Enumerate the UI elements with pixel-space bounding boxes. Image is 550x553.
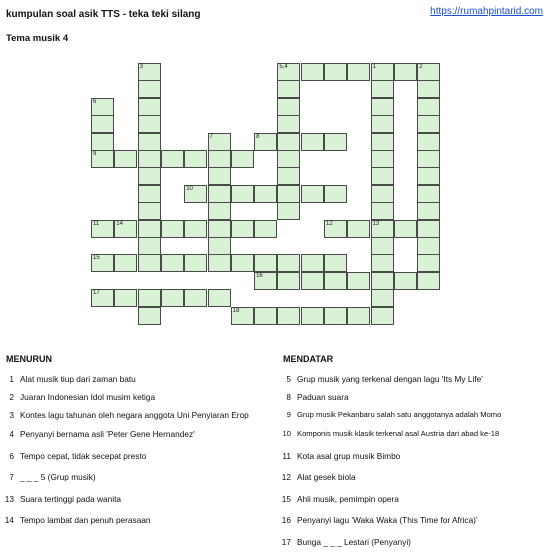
crossword-cell[interactable] — [417, 237, 440, 255]
down-clue: 6 Tempo cepat, tidak secepat presto — [9, 451, 147, 461]
cell-number: 11 — [93, 220, 100, 227]
crossword-cell[interactable] — [417, 98, 440, 116]
crossword-cell[interactable] — [277, 167, 300, 185]
puzzle-subtitle: Tema musik 4 — [6, 33, 69, 44]
crossword-cell[interactable] — [324, 272, 347, 290]
crossword-cell[interactable] — [417, 220, 440, 238]
crossword-cell[interactable] — [277, 150, 300, 168]
across-clue: 5 Grup musik yang terkenal dengan lagu 'Its My Life' — [286, 374, 483, 384]
cell-number: 16 — [256, 272, 263, 279]
crossword-cell[interactable] — [371, 98, 394, 116]
across-clue: 12 Alat gesek biola — [281, 472, 356, 482]
crossword-cell[interactable] — [138, 98, 161, 116]
crossword-cell[interactable] — [138, 185, 161, 203]
down-clue: 3 Kontes lagu tahunan oleh negara anggota Uni Penyiaran Erop — [9, 410, 249, 420]
crossword-cell[interactable] — [417, 254, 440, 272]
crossword-cell[interactable] — [138, 237, 161, 255]
cell-number: 6 — [93, 98, 97, 105]
crossword-cell[interactable] — [161, 254, 184, 272]
crossword-cell[interactable] — [324, 133, 347, 151]
down-clue: 7 _ _ _ 5 (Grup musik) — [9, 472, 96, 482]
crossword-cell[interactable] — [184, 254, 207, 272]
crossword-cell[interactable] — [324, 307, 347, 325]
crossword-cell[interactable] — [301, 185, 324, 203]
cell-number: 10 — [186, 185, 193, 192]
crossword-cell[interactable] — [417, 167, 440, 185]
crossword-cell[interactable] — [371, 133, 394, 151]
cell-number: 7 — [209, 133, 213, 140]
crossword-cell[interactable] — [208, 202, 231, 220]
crossword-cell[interactable] — [114, 289, 137, 307]
crossword-cell[interactable] — [231, 220, 254, 238]
cell-number: 9 — [93, 151, 97, 157]
crossword-cell[interactable] — [301, 254, 324, 272]
crossword-cell[interactable] — [277, 133, 300, 151]
down-clue: 14 Tempo lambat dan penuh perasaan — [4, 515, 151, 525]
crossword-cell[interactable] — [138, 133, 161, 151]
cell-number: 12 — [326, 220, 333, 227]
crossword-cell[interactable] — [417, 80, 440, 98]
across-clue: 9 Grup musik Pekanbaru salah satu anggotanya adalah Momo — [286, 410, 502, 419]
crossword-cell[interactable] — [114, 220, 137, 238]
crossword-cell[interactable] — [324, 63, 347, 81]
crossword-cell[interactable] — [254, 272, 277, 290]
crossword-cell[interactable] — [301, 63, 324, 81]
cell-number: 18 — [232, 307, 240, 314]
cell-number: 8 — [256, 133, 260, 140]
crossword-cell[interactable] — [231, 150, 254, 168]
crossword-cell[interactable] — [161, 150, 184, 168]
crossword-cell[interactable] — [184, 185, 207, 203]
page-title: kumpulan soal asik TTS - teka teki silang — [6, 9, 201, 20]
crossword-cell[interactable] — [371, 272, 394, 290]
crossword-cell[interactable] — [371, 80, 394, 98]
crossword-cell[interactable] — [91, 133, 114, 151]
crossword-cell[interactable] — [417, 272, 440, 290]
crossword-cell[interactable] — [347, 220, 370, 238]
crossword-cell[interactable] — [138, 167, 161, 185]
crossword-cell[interactable] — [324, 220, 347, 238]
crossword-cell[interactable] — [324, 254, 347, 272]
across-clue: 17 Bunga _ _ _ Lestari (Penyanyi) — [281, 537, 411, 547]
crossword-cell[interactable] — [138, 289, 161, 307]
crossword-cell[interactable] — [91, 220, 114, 238]
crossword-cell[interactable] — [371, 115, 394, 133]
crossword-cell[interactable] — [161, 289, 184, 307]
crossword-cell[interactable] — [301, 272, 324, 290]
crossword-cell[interactable] — [277, 185, 300, 203]
crossword-cell[interactable] — [184, 220, 207, 238]
crossword-cell[interactable] — [371, 307, 394, 325]
cell-number: 2 — [419, 64, 423, 70]
crossword-cell[interactable] — [138, 80, 161, 98]
crossword-cell[interactable] — [371, 63, 394, 81]
crossword-cell[interactable] — [184, 289, 207, 307]
crossword-cell[interactable] — [277, 307, 300, 325]
crossword-cell[interactable] — [91, 115, 114, 133]
across-clue: 16 Penyanyi lagu 'Waka Waka (This Time for Africa)' — [281, 515, 478, 525]
crossword-cell[interactable] — [91, 150, 114, 168]
crossword-cell[interactable] — [91, 289, 114, 307]
cell-number: 1 — [372, 64, 376, 70]
down-heading: MENURUN — [6, 354, 52, 364]
crossword-cell[interactable] — [371, 237, 394, 255]
crossword-cell[interactable] — [114, 150, 137, 168]
crossword-cell[interactable] — [208, 133, 231, 151]
crossword-cell[interactable] — [208, 289, 231, 307]
crossword-cell[interactable] — [91, 98, 114, 116]
crossword-cell[interactable] — [371, 254, 394, 272]
crossword-cell[interactable] — [138, 63, 161, 81]
crossword-cell[interactable] — [324, 185, 347, 203]
down-clue: 1 Alat musik tiup dari zaman batu — [9, 374, 136, 384]
crossword-cell[interactable] — [254, 254, 277, 272]
cell-number: 3 — [139, 64, 143, 70]
down-clue: 13 Suara tertinggi pada wanita — [4, 494, 122, 504]
cell-number: 15 — [93, 255, 100, 262]
crossword-cell[interactable] — [208, 150, 231, 168]
crossword-cell[interactable] — [371, 289, 394, 307]
crossword-cell[interactable] — [371, 167, 394, 185]
across-heading: MENDATAR — [283, 354, 334, 364]
crossword-cell[interactable] — [277, 98, 300, 116]
crossword-cell[interactable] — [277, 272, 300, 290]
crossword-cell[interactable] — [371, 185, 394, 203]
crossword-cell[interactable] — [417, 63, 440, 81]
crossword-cell[interactable] — [277, 63, 300, 81]
cell-number: 14 — [116, 220, 123, 227]
crossword-cell[interactable] — [301, 307, 324, 325]
crossword-cell[interactable] — [277, 80, 300, 98]
crossword-cell[interactable] — [417, 185, 440, 203]
crossword-cell[interactable] — [301, 133, 324, 151]
crossword-cell[interactable] — [208, 237, 231, 255]
crossword-cell[interactable] — [208, 254, 231, 272]
across-clue: 11 Kota asal grup musik Bimbo — [282, 451, 401, 461]
crossword-cell[interactable] — [138, 150, 161, 168]
crossword-cell[interactable] — [138, 307, 161, 325]
crossword-cell[interactable] — [254, 133, 277, 151]
site-link[interactable]: https://rumahpintarid.com — [430, 6, 543, 17]
crossword-cell[interactable] — [138, 254, 161, 272]
cell-number: 5,4 — [279, 64, 288, 70]
crossword-cell[interactable] — [417, 202, 440, 220]
down-clue: 4 Penyanyi bernama asli 'Peter Gene Hernandez' — [9, 429, 195, 439]
crossword-cell[interactable] — [138, 115, 161, 133]
crossword-cell[interactable] — [138, 220, 161, 238]
crossword-cell[interactable] — [417, 133, 440, 151]
down-clue: 2 Juaran Indonesian Idol musim ketiga — [9, 392, 156, 402]
crossword-cell[interactable] — [417, 115, 440, 133]
crossword-cell[interactable] — [231, 254, 254, 272]
crossword-cell[interactable] — [417, 150, 440, 168]
crossword-cell[interactable] — [114, 254, 137, 272]
crossword-cell[interactable] — [394, 272, 417, 290]
crossword-cell[interactable] — [394, 63, 417, 81]
crossword-cell[interactable] — [161, 220, 184, 238]
crossword-cell[interactable] — [394, 220, 417, 238]
cell-number: 13 — [372, 220, 380, 227]
crossword-cell[interactable] — [277, 115, 300, 133]
across-clue: 10 Komponis musik klasik terkenal asal Austria dari abad ke-18 — [282, 429, 500, 438]
across-clue: 8 Paduan suara — [286, 392, 349, 402]
crossword-cell[interactable] — [254, 185, 277, 203]
crossword-cell[interactable] — [208, 185, 231, 203]
crossword-cell[interactable] — [371, 150, 394, 168]
across-clue: 15 Ahli musik, pemimpin opera — [281, 494, 399, 504]
crossword-cell[interactable] — [254, 307, 277, 325]
crossword-cell[interactable] — [231, 307, 254, 325]
cell-number: 17 — [93, 290, 100, 297]
crossword-cell[interactable] — [347, 63, 370, 81]
crossword-cell[interactable] — [277, 254, 300, 272]
crossword-cell[interactable] — [254, 220, 277, 238]
crossword-cell[interactable] — [208, 220, 231, 238]
crossword-cell[interactable] — [184, 150, 207, 168]
crossword-cell[interactable] — [347, 272, 370, 290]
crossword-cell[interactable] — [371, 202, 394, 220]
crossword-cell[interactable] — [277, 202, 300, 220]
crossword-cell[interactable] — [91, 254, 114, 272]
crossword-cell[interactable] — [208, 167, 231, 185]
crossword-cell[interactable] — [231, 185, 254, 203]
crossword-cell[interactable] — [347, 307, 370, 325]
crossword-cell[interactable] — [138, 202, 161, 220]
crossword-cell[interactable] — [371, 220, 394, 238]
